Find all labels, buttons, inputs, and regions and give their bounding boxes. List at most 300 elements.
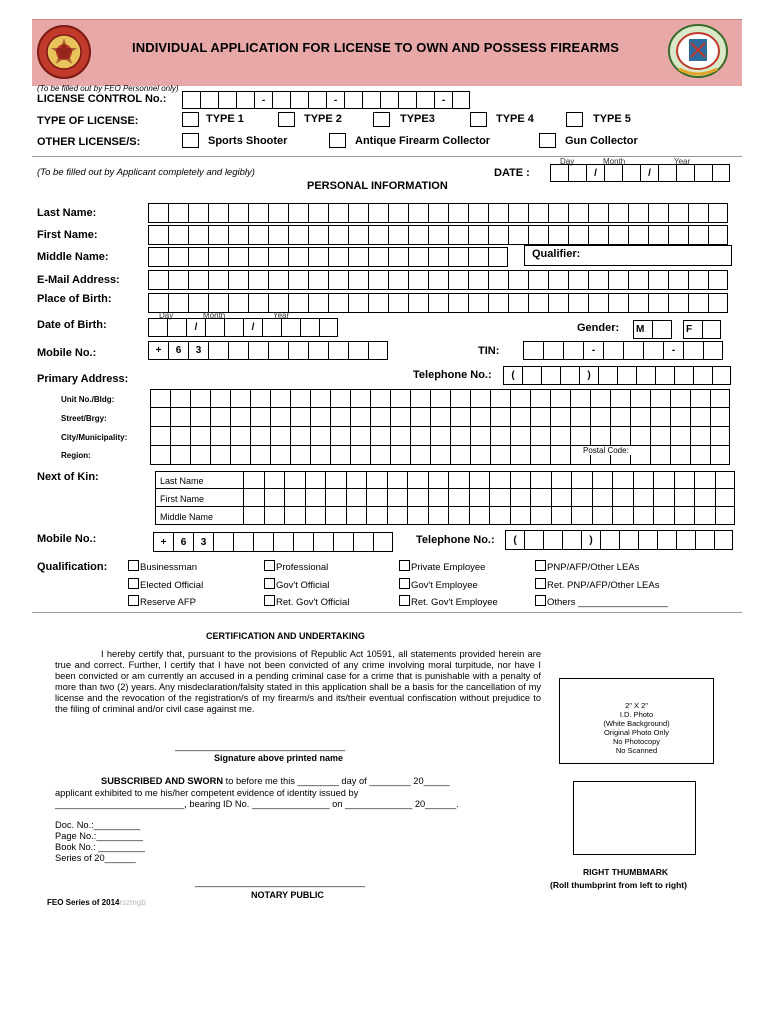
input-cell[interactable]: [568, 293, 588, 313]
address-row[interactable]: [150, 427, 730, 446]
checkbox-icon[interactable]: [264, 578, 275, 589]
checkbox-icon[interactable]: [128, 595, 139, 606]
input-cell[interactable]: [570, 427, 590, 446]
input-cell[interactable]: [688, 293, 708, 313]
address-row[interactable]: [150, 389, 730, 408]
input-cell[interactable]: [248, 225, 268, 245]
qualification-option[interactable]: [264, 560, 328, 573]
input-cell[interactable]: (: [505, 530, 524, 550]
input-cell[interactable]: [448, 247, 468, 267]
input-cell[interactable]: [638, 530, 657, 550]
input-cell[interactable]: [268, 293, 288, 313]
input-cell[interactable]: [468, 225, 488, 245]
input-cell[interactable]: [264, 471, 285, 489]
input-cell[interactable]: [708, 270, 728, 290]
input-cell[interactable]: [648, 293, 668, 313]
input-cell[interactable]: 3: [193, 532, 213, 552]
input-cell[interactable]: [268, 341, 288, 360]
type4-checkbox[interactable]: [470, 112, 487, 127]
input-cell[interactable]: [510, 408, 530, 427]
input-cell[interactable]: [508, 270, 528, 290]
input-cell[interactable]: [430, 446, 450, 465]
input-cell[interactable]: [448, 471, 469, 489]
input-cell[interactable]: [290, 446, 310, 465]
input-cell[interactable]: [370, 408, 390, 427]
input-cell[interactable]: [408, 225, 428, 245]
input-cell[interactable]: [714, 530, 733, 550]
input-cell[interactable]: [470, 446, 490, 465]
input-cell[interactable]: [510, 446, 530, 465]
input-cell[interactable]: [571, 507, 592, 525]
input-cell[interactable]: [370, 427, 390, 446]
qualification-option[interactable]: [128, 595, 196, 608]
qualification-option[interactable]: [264, 595, 349, 608]
input-cell[interactable]: [250, 408, 270, 427]
input-cell[interactable]: [528, 203, 548, 223]
dob-boxes[interactable]: / /: [148, 318, 338, 337]
input-cell[interactable]: [488, 225, 508, 245]
input-cell[interactable]: +: [153, 532, 173, 552]
input-cell[interactable]: [530, 389, 550, 408]
input-cell[interactable]: [150, 408, 170, 427]
input-cell[interactable]: [308, 341, 328, 360]
input-cell[interactable]: [468, 270, 488, 290]
input-cell[interactable]: [305, 489, 326, 507]
input-cell[interactable]: [530, 446, 550, 465]
input-cell[interactable]: [488, 270, 508, 290]
input-cell[interactable]: [470, 408, 490, 427]
input-cell[interactable]: [469, 489, 490, 507]
input-cell[interactable]: [668, 293, 688, 313]
input-cell[interactable]: [148, 247, 168, 267]
input-cell[interactable]: [325, 507, 346, 525]
input-cell[interactable]: [310, 408, 330, 427]
input-cell[interactable]: [290, 408, 310, 427]
input-cell[interactable]: [170, 389, 190, 408]
input-cell[interactable]: [208, 203, 228, 223]
checkbox-icon[interactable]: [399, 560, 410, 571]
input-cell[interactable]: [387, 489, 408, 507]
mobile-boxes[interactable]: [148, 341, 388, 360]
sports-shooter-checkbox[interactable]: [182, 133, 199, 148]
input-cell[interactable]: [313, 532, 333, 552]
input-cell[interactable]: [228, 270, 248, 290]
input-cell[interactable]: [190, 389, 210, 408]
input-cell[interactable]: [650, 389, 670, 408]
input-cell[interactable]: [470, 389, 490, 408]
input-cell[interactable]: [510, 389, 530, 408]
input-cell[interactable]: [288, 293, 308, 313]
input-cell[interactable]: [510, 489, 531, 507]
kin-grid[interactable]: [155, 471, 735, 525]
input-cell[interactable]: [268, 247, 288, 267]
input-cell[interactable]: [571, 471, 592, 489]
type2-checkbox[interactable]: [278, 112, 295, 127]
input-cell[interactable]: [530, 471, 551, 489]
input-cell[interactable]: [346, 507, 367, 525]
kin-row[interactable]: [155, 471, 735, 489]
input-cell[interactable]: [330, 427, 350, 446]
input-cell[interactable]: [643, 341, 663, 360]
input-cell[interactable]: [608, 293, 628, 313]
checkbox-icon[interactable]: [399, 578, 410, 589]
input-cell[interactable]: [430, 408, 450, 427]
address-grid[interactable]: [150, 389, 730, 465]
input-cell[interactable]: [450, 427, 470, 446]
input-cell[interactable]: [284, 489, 305, 507]
input-cell[interactable]: [430, 427, 450, 446]
tin-boxes[interactable]: [523, 341, 723, 360]
input-cell[interactable]: [610, 408, 630, 427]
input-cell[interactable]: [448, 489, 469, 507]
input-cell[interactable]: [551, 489, 572, 507]
input-cell[interactable]: [428, 507, 449, 525]
input-cell[interactable]: [368, 247, 388, 267]
input-cell[interactable]: [550, 389, 570, 408]
input-cell[interactable]: [348, 293, 368, 313]
input-cell[interactable]: [470, 427, 490, 446]
input-cell[interactable]: [366, 507, 387, 525]
input-cell[interactable]: [550, 446, 570, 465]
input-cell[interactable]: [305, 507, 326, 525]
input-cell[interactable]: [688, 225, 708, 245]
input-cell[interactable]: [528, 270, 548, 290]
input-cell[interactable]: [448, 507, 469, 525]
input-cell[interactable]: [325, 471, 346, 489]
input-cell[interactable]: [633, 471, 654, 489]
input-cell[interactable]: [284, 507, 305, 525]
input-cell[interactable]: [712, 366, 731, 385]
input-cell[interactable]: [603, 341, 623, 360]
input-cell[interactable]: [683, 341, 703, 360]
input-cell[interactable]: [346, 471, 367, 489]
input-cell[interactable]: [530, 408, 550, 427]
qualification-option[interactable]: [399, 595, 498, 608]
input-cell[interactable]: [243, 471, 264, 489]
input-cell[interactable]: [325, 489, 346, 507]
input-cell[interactable]: [428, 489, 449, 507]
input-cell[interactable]: [648, 203, 668, 223]
input-cell[interactable]: [508, 225, 528, 245]
input-cell[interactable]: [628, 225, 648, 245]
input-cell[interactable]: [715, 471, 736, 489]
input-cell[interactable]: [366, 489, 387, 507]
input-cell[interactable]: [308, 293, 328, 313]
input-cell[interactable]: [694, 489, 715, 507]
input-cell[interactable]: [248, 341, 268, 360]
input-cell[interactable]: [590, 427, 610, 446]
input-cell[interactable]: [592, 489, 613, 507]
input-cell[interactable]: [190, 446, 210, 465]
input-cell[interactable]: [710, 408, 730, 427]
input-cell[interactable]: [248, 247, 268, 267]
input-cell[interactable]: [488, 247, 508, 267]
input-cell[interactable]: [390, 446, 410, 465]
input-cell[interactable]: [715, 507, 736, 525]
input-cell[interactable]: [293, 532, 313, 552]
input-cell[interactable]: [510, 471, 531, 489]
input-cell[interactable]: [330, 408, 350, 427]
qualification-option[interactable]: [535, 560, 639, 573]
input-cell[interactable]: [710, 446, 730, 465]
input-cell[interactable]: [450, 408, 470, 427]
input-cell[interactable]: [328, 341, 348, 360]
input-cell[interactable]: [388, 225, 408, 245]
kin-row[interactable]: [155, 507, 735, 525]
input-cell[interactable]: [410, 389, 430, 408]
input-cell[interactable]: [387, 507, 408, 525]
input-cell[interactable]: [468, 203, 488, 223]
input-cell[interactable]: [610, 389, 630, 408]
input-cell[interactable]: [489, 507, 510, 525]
input-cell[interactable]: [489, 471, 510, 489]
input-cell[interactable]: [288, 341, 308, 360]
input-cell[interactable]: [288, 270, 308, 290]
input-cell[interactable]: [228, 293, 248, 313]
input-cell[interactable]: [168, 203, 188, 223]
qualification-option[interactable]: [535, 578, 659, 591]
input-cell[interactable]: [588, 225, 608, 245]
input-cell[interactable]: [571, 489, 592, 507]
input-cell[interactable]: [373, 532, 393, 552]
qualification-option[interactable]: [399, 560, 485, 573]
type3-checkbox[interactable]: [373, 112, 390, 127]
input-cell[interactable]: [390, 389, 410, 408]
input-cell[interactable]: [290, 427, 310, 446]
input-cell[interactable]: [228, 203, 248, 223]
input-cell[interactable]: [608, 225, 628, 245]
input-cell[interactable]: [150, 446, 170, 465]
checkbox-icon[interactable]: [264, 560, 275, 571]
input-cell[interactable]: [368, 341, 388, 360]
input-cell[interactable]: [188, 225, 208, 245]
antique-collector-checkbox[interactable]: [329, 133, 346, 148]
address-row[interactable]: [150, 408, 730, 427]
input-cell[interactable]: [469, 507, 490, 525]
input-cell[interactable]: [407, 507, 428, 525]
input-cell[interactable]: [168, 225, 188, 245]
input-cell[interactable]: [270, 427, 290, 446]
input-cell[interactable]: [150, 389, 170, 408]
input-cell[interactable]: [570, 408, 590, 427]
input-cell[interactable]: [253, 532, 273, 552]
input-cell[interactable]: [548, 203, 568, 223]
input-cell[interactable]: [387, 471, 408, 489]
input-cell[interactable]: [310, 446, 330, 465]
qualification-option[interactable]: [128, 560, 197, 573]
input-cell[interactable]: [388, 203, 408, 223]
input-cell[interactable]: [548, 225, 568, 245]
input-cell[interactable]: [490, 408, 510, 427]
input-cell[interactable]: +: [148, 341, 168, 360]
input-cell[interactable]: [523, 341, 543, 360]
input-cell[interactable]: [668, 225, 688, 245]
input-cell[interactable]: [490, 446, 510, 465]
input-cell[interactable]: 6: [168, 341, 188, 360]
input-cell[interactable]: ): [579, 366, 598, 385]
input-cell[interactable]: [428, 203, 448, 223]
input-cell[interactable]: [708, 203, 728, 223]
input-cell[interactable]: [328, 225, 348, 245]
input-cell[interactable]: [350, 408, 370, 427]
input-cell[interactable]: [655, 366, 674, 385]
input-cell[interactable]: [490, 389, 510, 408]
input-cell[interactable]: [366, 471, 387, 489]
input-cell[interactable]: [350, 446, 370, 465]
input-cell[interactable]: [388, 293, 408, 313]
input-cell[interactable]: [568, 225, 588, 245]
input-cell[interactable]: [328, 270, 348, 290]
input-cell[interactable]: [208, 293, 228, 313]
input-cell[interactable]: -: [663, 341, 683, 360]
input-cell[interactable]: [710, 389, 730, 408]
input-cell[interactable]: [710, 427, 730, 446]
type1-checkbox[interactable]: [182, 112, 199, 127]
input-cell[interactable]: [213, 532, 233, 552]
input-cell[interactable]: [636, 366, 655, 385]
input-cell[interactable]: [508, 203, 528, 223]
input-cell[interactable]: [450, 389, 470, 408]
input-cell[interactable]: [630, 446, 650, 465]
input-cell[interactable]: [708, 293, 728, 313]
date-boxes[interactable]: / /: [550, 164, 730, 182]
input-cell[interactable]: [428, 270, 448, 290]
input-cell[interactable]: [210, 408, 230, 427]
input-cell[interactable]: [570, 389, 590, 408]
input-cell[interactable]: [407, 471, 428, 489]
input-cell[interactable]: [328, 247, 348, 267]
input-cell[interactable]: [368, 270, 388, 290]
input-cell[interactable]: [530, 427, 550, 446]
input-cell[interactable]: [690, 389, 710, 408]
input-cell[interactable]: [688, 270, 708, 290]
input-cell[interactable]: [230, 389, 250, 408]
input-cell[interactable]: [628, 270, 648, 290]
input-cell[interactable]: [308, 270, 328, 290]
input-cell[interactable]: [610, 427, 630, 446]
input-cell[interactable]: [348, 203, 368, 223]
input-cell[interactable]: [590, 389, 610, 408]
input-cell[interactable]: [551, 471, 572, 489]
input-cell[interactable]: [210, 389, 230, 408]
input-cell[interactable]: [543, 530, 562, 550]
input-cell[interactable]: [648, 270, 668, 290]
input-cell[interactable]: [268, 225, 288, 245]
input-cell[interactable]: [612, 489, 633, 507]
input-cell[interactable]: [408, 270, 428, 290]
input-cell[interactable]: [230, 408, 250, 427]
input-cell[interactable]: [562, 530, 581, 550]
input-cell[interactable]: [290, 389, 310, 408]
input-cell[interactable]: [617, 366, 636, 385]
input-cell[interactable]: [148, 270, 168, 290]
input-cell[interactable]: [346, 489, 367, 507]
input-cell[interactable]: [630, 389, 650, 408]
input-cell[interactable]: [370, 446, 390, 465]
qualification-option[interactable]: [399, 578, 478, 591]
input-cell[interactable]: [284, 471, 305, 489]
input-cell[interactable]: [600, 530, 619, 550]
input-cell[interactable]: [448, 225, 468, 245]
input-cell[interactable]: [653, 471, 674, 489]
first-name-boxes[interactable]: [148, 225, 728, 245]
input-cell[interactable]: [188, 203, 208, 223]
input-cell[interactable]: [168, 270, 188, 290]
input-cell[interactable]: [670, 427, 690, 446]
input-cell[interactable]: [308, 203, 328, 223]
input-cell[interactable]: [448, 293, 468, 313]
input-cell[interactable]: [250, 389, 270, 408]
input-cell[interactable]: [588, 270, 608, 290]
input-cell[interactable]: [608, 270, 628, 290]
input-cell[interactable]: [628, 203, 648, 223]
input-cell[interactable]: [653, 507, 674, 525]
input-cell[interactable]: [243, 489, 264, 507]
input-cell[interactable]: [563, 341, 583, 360]
gun-collector-checkbox[interactable]: [539, 133, 556, 148]
input-cell[interactable]: [715, 489, 736, 507]
input-cell[interactable]: [633, 489, 654, 507]
input-cell[interactable]: [348, 225, 368, 245]
input-cell[interactable]: [243, 507, 264, 525]
input-cell[interactable]: [676, 530, 695, 550]
input-cell[interactable]: [407, 489, 428, 507]
input-cell[interactable]: [548, 270, 568, 290]
input-cell[interactable]: [388, 247, 408, 267]
middle-name-boxes[interactable]: [148, 247, 508, 267]
input-cell[interactable]: [408, 203, 428, 223]
type5-checkbox[interactable]: [566, 112, 583, 127]
input-cell[interactable]: [541, 366, 560, 385]
last-name-boxes[interactable]: [148, 203, 728, 223]
input-cell[interactable]: [703, 341, 723, 360]
kin-telephone-boxes[interactable]: [505, 530, 733, 550]
input-cell[interactable]: [150, 427, 170, 446]
input-cell[interactable]: [208, 341, 228, 360]
input-cell[interactable]: [190, 408, 210, 427]
kin-mobile-boxes[interactable]: [153, 532, 393, 552]
kin-row[interactable]: [155, 489, 735, 507]
input-cell[interactable]: [170, 408, 190, 427]
input-cell[interactable]: [668, 203, 688, 223]
input-cell[interactable]: [368, 293, 388, 313]
input-cell[interactable]: [348, 341, 368, 360]
input-cell[interactable]: [650, 427, 670, 446]
input-cell[interactable]: [370, 389, 390, 408]
input-cell[interactable]: [348, 270, 368, 290]
input-cell[interactable]: [170, 427, 190, 446]
input-cell[interactable]: [668, 270, 688, 290]
input-cell[interactable]: [350, 389, 370, 408]
input-cell[interactable]: ): [581, 530, 600, 550]
input-cell[interactable]: [353, 532, 373, 552]
input-cell[interactable]: [690, 427, 710, 446]
input-cell[interactable]: [208, 270, 228, 290]
input-cell[interactable]: [530, 507, 551, 525]
input-cell[interactable]: [148, 225, 168, 245]
qualification-option[interactable]: [535, 595, 668, 608]
input-cell[interactable]: [568, 203, 588, 223]
input-cell[interactable]: [448, 270, 468, 290]
input-cell[interactable]: [328, 203, 348, 223]
input-cell[interactable]: [568, 270, 588, 290]
input-cell[interactable]: [410, 427, 430, 446]
input-cell[interactable]: [560, 366, 579, 385]
input-cell[interactable]: [330, 389, 350, 408]
input-cell[interactable]: [410, 446, 430, 465]
thumbmark-box[interactable]: [573, 781, 696, 855]
input-cell[interactable]: [690, 408, 710, 427]
